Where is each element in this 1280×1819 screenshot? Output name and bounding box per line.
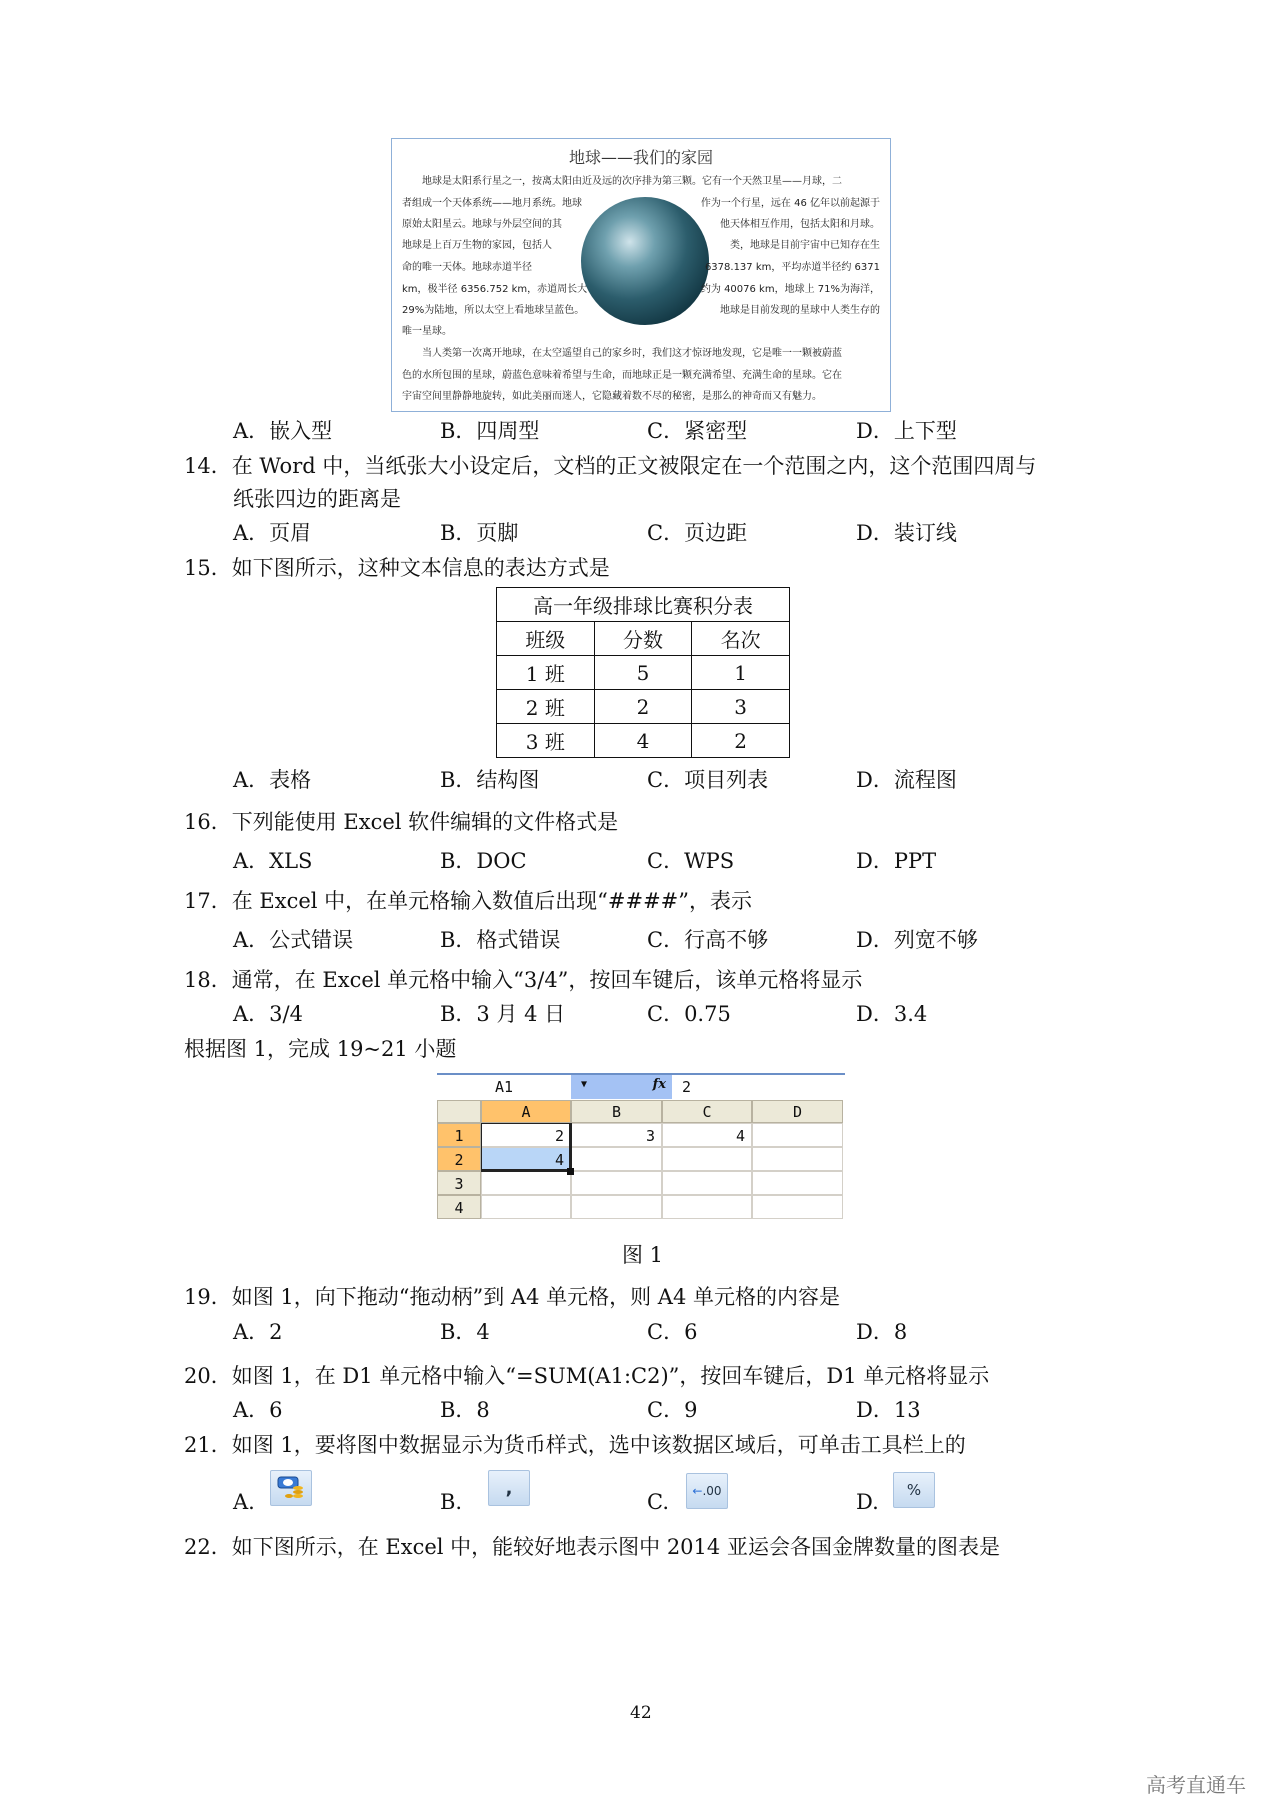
option-b: B．DOC (440, 849, 527, 873)
line-left: 宇宙空间里静静地旋转，如此美丽而迷人，它隐藏着数不尽的秘密，是那么的神奇而又有魅力。 (402, 391, 822, 402)
option-d: D．PPT (856, 849, 937, 873)
article-line (402, 347, 880, 361)
column-header-b[interactable]: B (571, 1100, 662, 1123)
line-right: 约为 40076 km，地球上 71%为海洋， (700, 284, 880, 295)
formula-bar: 2 (682, 1078, 692, 1096)
column-header-d[interactable]: D (752, 1100, 843, 1123)
figure-caption: 图 1 (622, 1243, 664, 1267)
line-left: 当人类第一次离开地球，在太空遥望自己的家乡时，我们这才惊讶地发现，它是唯一一颗被蔚蓝 (402, 348, 842, 359)
row-header-1[interactable]: 1 (437, 1123, 481, 1147)
line-right: 作为一个行星，远在 46 亿年以前起源于 (700, 198, 880, 209)
cell-d1[interactable] (752, 1123, 843, 1147)
cell-c3[interactable] (662, 1171, 752, 1195)
option-a: A．XLS (233, 849, 313, 873)
cell-c2[interactable] (662, 1147, 752, 1171)
question-14: 14．在 Word 中，当纸张大小设定后，文档的正文被限定在一个范围之内，这个范围四周与 (184, 454, 1037, 478)
option-d: D．8 (856, 1320, 908, 1344)
line-right: 地球是目前发现的星球中人类生存的 (720, 305, 880, 316)
cell: 4 (594, 724, 692, 758)
table-row (497, 656, 790, 690)
fx-icon: fx (652, 1077, 666, 1092)
question-17: 17．在 Excel 中，在单元格输入数值后出现“####”，表示 (184, 889, 753, 913)
article-line (402, 239, 880, 253)
option-d: D．上下型 (856, 419, 957, 443)
table-header: 分数 (594, 622, 692, 656)
line-left: 29%为陆地，所以太空上看地球呈蓝色。 (402, 305, 585, 316)
option-c: C．项目列表 (647, 768, 769, 792)
article-line (402, 175, 880, 189)
table-title: 高一年级排球比赛积分表 (497, 588, 790, 622)
score-table (496, 587, 790, 758)
line-left: 原始太阳星云。地球与外层空间的其 (402, 219, 562, 230)
option-b: B．四周型 (440, 419, 540, 443)
line-left: 地球是太阳系行星之一，按离太阳由近及远的次序排为第三颗。它有一个天然卫星——月球，二 (402, 176, 842, 187)
selection-range (481, 1123, 572, 1172)
comma-style-icon: , (488, 1470, 530, 1506)
earth-article-figure (391, 138, 891, 412)
cell: 1 (692, 656, 790, 690)
option-a: A．6 (233, 1398, 283, 1422)
option-c: C．0.75 (647, 1002, 731, 1026)
increase-decimal-icon (686, 1473, 728, 1509)
select-all-corner[interactable] (437, 1100, 481, 1123)
cell-d2[interactable] (752, 1147, 843, 1171)
article-line (402, 369, 880, 383)
option-d: D．流程图 (856, 768, 957, 792)
article-line (402, 304, 880, 318)
cell-a1[interactable]: 2 (481, 1123, 571, 1147)
question-20: 20．如图 1，在 D1 单元格中输入“=SUM(A1:C2)”，按回车键后，D1 单元格将显示 (184, 1364, 990, 1388)
option-c: C．紧密型 (647, 419, 748, 443)
option-a: A．嵌入型 (233, 419, 333, 443)
cell-d4[interactable] (752, 1195, 843, 1219)
cell-a4[interactable] (481, 1195, 571, 1219)
option-a: A．2 (233, 1320, 283, 1344)
arrow-left-icon: ← (692, 1484, 703, 1498)
question-15: 15．如下图所示，这种文本信息的表达方式是 (184, 556, 610, 580)
option-b: B．3 月 4 日 (440, 1002, 566, 1026)
option-c: C．行高不够 (647, 928, 769, 952)
cell-c4[interactable] (662, 1195, 752, 1219)
cell: 5 (594, 656, 692, 690)
column-header-c[interactable]: C (662, 1100, 752, 1123)
option-c: C．WPS (647, 849, 735, 873)
article-title: 地球——我们的家园 (568, 148, 713, 167)
cell-a2[interactable]: 4 (481, 1147, 571, 1171)
cell-c1[interactable]: 4 (662, 1123, 752, 1147)
table-row (497, 724, 790, 758)
option-a: A．公式错误 (233, 928, 354, 952)
cell: 2 (594, 690, 692, 724)
line-right: 6378.137 km，平均赤道半径约 6371 (704, 262, 880, 273)
cell: 1 班 (497, 656, 595, 690)
option-b: B．4 (440, 1320, 490, 1344)
row-header-2[interactable]: 2 (437, 1147, 481, 1171)
article-line (402, 325, 880, 339)
dropdown-arrow-icon: ▼ (581, 1079, 588, 1090)
question-18: 18．通常，在 Excel 单元格中输入“3/4”，按回车键后，该单元格将显示 (184, 968, 863, 992)
option-b: B．页脚 (440, 521, 519, 545)
line-right: 类，地球是目前宇宙中已知存在生 (730, 240, 880, 251)
question-16: 16．下列能使用 Excel 软件编辑的文件格式是 (184, 810, 619, 834)
option-d: D. (856, 1490, 879, 1514)
row-header-4[interactable]: 4 (437, 1195, 481, 1219)
option-b: B. (440, 1490, 463, 1514)
article-line (402, 283, 880, 297)
cell-b2[interactable] (571, 1147, 662, 1171)
option-a: A．页眉 (233, 521, 312, 545)
column-header-a[interactable]: A (481, 1100, 571, 1123)
option-a: A．表格 (233, 768, 312, 792)
option-d: D．3.4 (856, 1002, 928, 1026)
option-b: B．结构图 (440, 768, 540, 792)
question-14-cont: 纸张四边的距离是 (233, 487, 401, 511)
table-row (497, 690, 790, 724)
table-header: 名次 (692, 622, 790, 656)
option-c: C．9 (647, 1398, 698, 1422)
decimal-label: .00 (702, 1484, 722, 1498)
cell-a3[interactable] (481, 1171, 571, 1195)
question-19: 19．如图 1，向下拖动“拖动柄”到 A4 单元格，则 A4 单元格的内容是 (184, 1285, 840, 1309)
option-c: C. (647, 1490, 669, 1514)
percent-style-icon: % (893, 1472, 935, 1508)
cell-b1[interactable]: 3 (571, 1123, 662, 1147)
line-left: 地球是上百万生物的家园，包括人 (402, 240, 552, 251)
option-b: B．格式错误 (440, 928, 561, 952)
cell: 3 班 (497, 724, 595, 758)
option-d: D．13 (856, 1398, 921, 1422)
fill-handle[interactable] (567, 1168, 574, 1175)
cell-b4[interactable] (571, 1195, 662, 1219)
question-22: 22．如下图所示，在 Excel 中，能较好地表示图中 2014 亚运会各国金牌数量的图表是 (184, 1535, 1000, 1559)
article-line (402, 261, 880, 275)
option-d: D．装订线 (856, 521, 957, 545)
row-header-3[interactable]: 3 (437, 1171, 481, 1195)
article-line (402, 218, 880, 232)
option-a: A．3/4 (233, 1002, 303, 1026)
option-b: B．8 (440, 1398, 490, 1422)
page-number: 42 (630, 1703, 652, 1723)
line-left: 唯一星球。 (402, 326, 452, 337)
cell: 2 班 (497, 690, 595, 724)
question-21: 21．如图 1，要将图中数据显示为货币样式，选中该数据区域后，可单击工具栏上的 (184, 1433, 966, 1457)
article-line (402, 197, 880, 211)
line-left: km，极半径 6356.752 km，赤道周长大 (402, 284, 588, 295)
currency-style-icon (270, 1470, 312, 1506)
line-left: 色的水所包围的星球，蔚蓝色意味着希望与生命，而地球正是一颗充满希望、充满生命的星球。它在 (402, 370, 842, 381)
name-box: A1 (437, 1075, 571, 1099)
section-intro: 根据图 1，完成 19~21 小题 (184, 1037, 457, 1061)
article-line (402, 390, 880, 404)
watermark: 高考直通车 (1146, 1773, 1246, 1797)
cell-b3[interactable] (571, 1171, 662, 1195)
line-left: 命的唯一天体。地球赤道半径 (402, 262, 532, 273)
spreadsheet-figure (437, 1073, 845, 1225)
cell: 3 (692, 690, 790, 724)
table-header: 班级 (497, 622, 595, 656)
cell: 2 (692, 724, 790, 758)
cell-d3[interactable] (752, 1171, 843, 1195)
option-d: D．列宽不够 (856, 928, 978, 952)
line-left: 者组成一个天体系统——地月系统。地球 (402, 198, 582, 209)
option-a: A. (233, 1490, 255, 1514)
line-right: 他天体相互作用，包括太阳和月球。 (720, 219, 880, 230)
name-box-dropdown (571, 1075, 672, 1099)
option-c: C．页边距 (647, 521, 748, 545)
option-c: C．6 (647, 1320, 698, 1344)
